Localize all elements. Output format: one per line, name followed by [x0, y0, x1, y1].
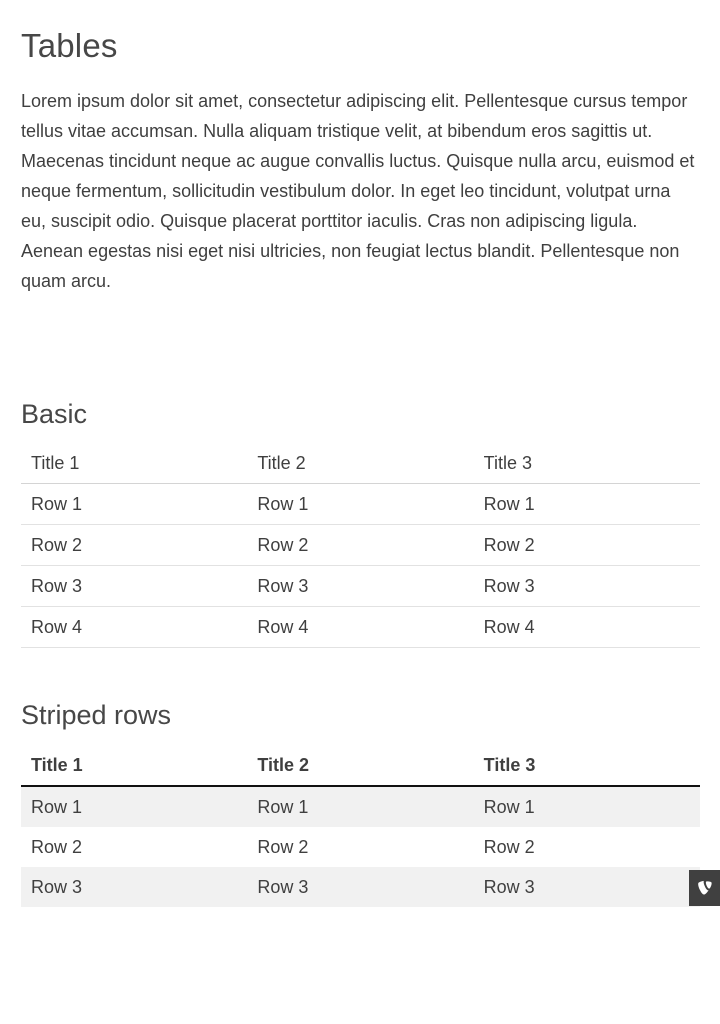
- table-cell: Row 3: [257, 877, 309, 897]
- column-header: Title 1: [21, 443, 247, 484]
- table-cell: Row 3: [474, 566, 700, 607]
- table-cell: Row 4: [247, 607, 473, 648]
- table-cell: Row 3: [21, 566, 247, 607]
- column-header: Title 3: [474, 443, 700, 484]
- table-cell: Row 1: [21, 484, 247, 525]
- header-row: [21, 745, 700, 786]
- column-header: Title 1: [21, 745, 247, 786]
- column-header: Title 3: [474, 745, 700, 786]
- table-cell: Row 2: [31, 837, 83, 857]
- table-cell: Row 2: [483, 837, 535, 857]
- table-cell: Row 2: [474, 525, 700, 566]
- section-basic: [21, 398, 700, 648]
- table-cell: Row 3: [247, 566, 473, 607]
- table-row: [21, 525, 700, 566]
- table-cell: Row 3: [31, 877, 83, 897]
- section-heading-striped: Striped rows: [21, 700, 172, 730]
- table-cell: Row 2: [21, 525, 247, 566]
- table-row: [21, 484, 700, 525]
- column-header: Title 2: [247, 443, 473, 484]
- table-cell: Row 4: [21, 607, 247, 648]
- header-row: [21, 443, 700, 484]
- table-row: [21, 827, 700, 867]
- typo3-logo-icon: [696, 880, 713, 897]
- table-cell: Row 2: [247, 525, 473, 566]
- table-row: [21, 786, 700, 827]
- typo3-badge-button[interactable]: [689, 870, 720, 906]
- basic-table: [21, 443, 700, 648]
- table-cell: Row 1: [247, 484, 473, 525]
- table-cell: Row 1: [257, 797, 309, 817]
- page-title: Tables: [21, 27, 118, 64]
- section-striped: [21, 699, 700, 907]
- table-cell: Row 1: [483, 797, 535, 817]
- column-header: Title 2: [247, 745, 473, 786]
- table-row: [21, 566, 700, 607]
- striped-table: [21, 745, 700, 907]
- table-cell: Row 1: [474, 484, 700, 525]
- table-cell: Row 3: [483, 877, 535, 897]
- table-cell: Row 1: [31, 797, 83, 817]
- table-row: [21, 867, 700, 907]
- table-cell: Row 2: [257, 837, 309, 857]
- section-heading-basic: Basic: [21, 399, 88, 429]
- table-row: [21, 607, 700, 648]
- table-cell: Row 4: [474, 607, 700, 648]
- intro-paragraph: Lorem ipsum dolor sit amet, consectetur adipiscing elit. Pellentesque cursus tempor tellus vitae accumsan. Nulla aliquam tristique velit, at bibendum eros sagittis ut. Maecenas tincidunt neque ac augue convallis luctus. Quisque nulla arcu, euismod et neque fermentum, sollicitudin vestibulum dolor. In eget leo tincidunt, volutpat urna eu, suscipit odio. Quisque placerat porttitor iaculis. Cras non adipiscing ligula. Aenean egestas nisi eget nisi ultricies, non feugiat lectus blandit. Pellentesque non quam arcu.: [21, 91, 695, 291]
